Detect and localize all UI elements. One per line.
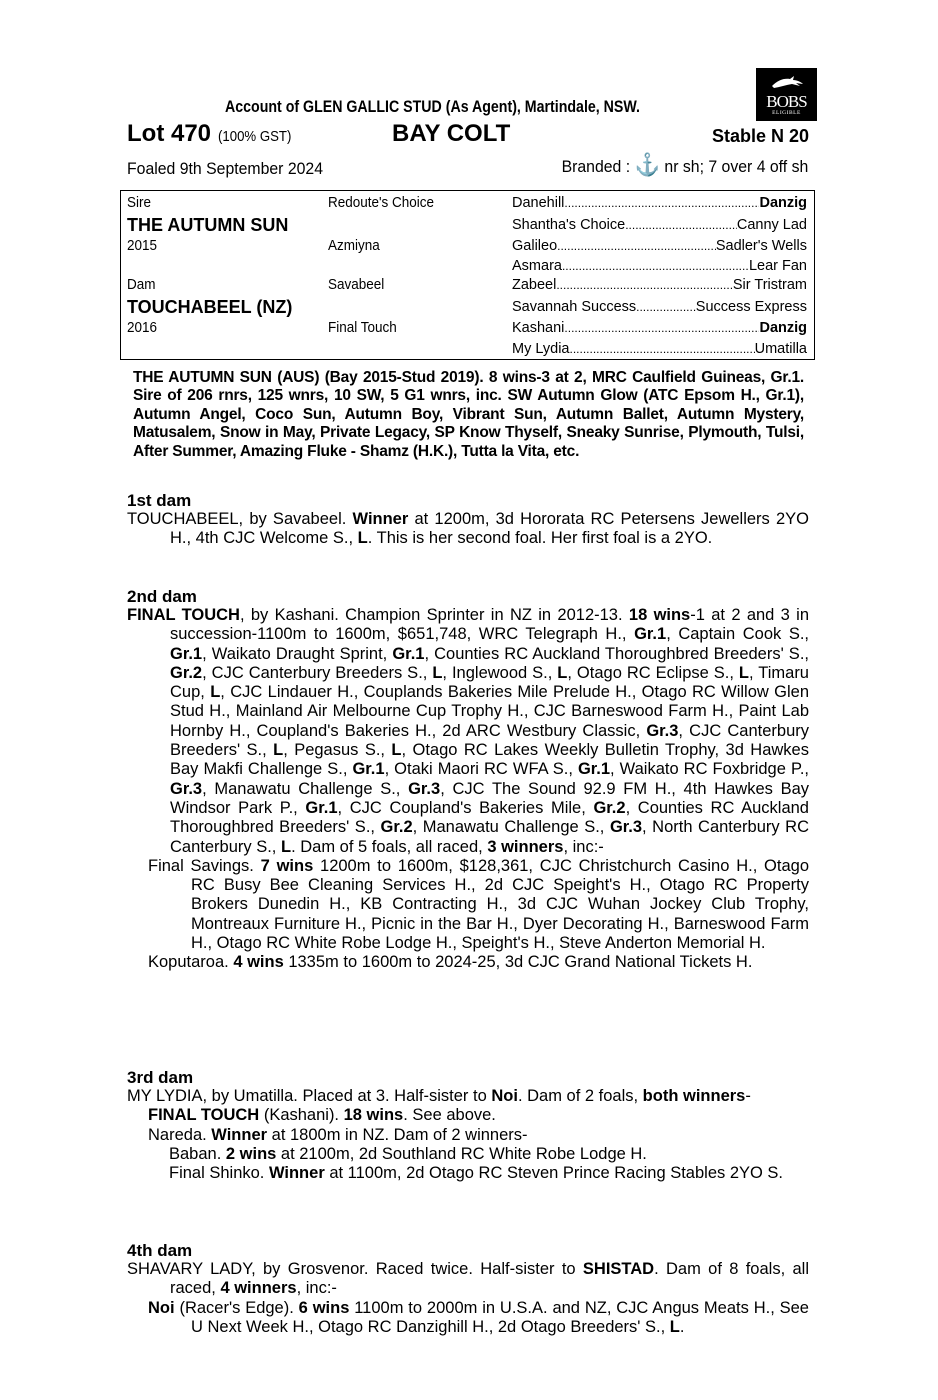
text: 1335m to 1600m to 2024-25, 3d CJC Grand National Tickets H. [283, 953, 753, 972]
bold-text: 7 wins [260, 856, 314, 875]
bold-text: Gr.3 [170, 779, 203, 798]
dam-entry [127, 1087, 809, 1106]
great-grandparent-row: Zabeel ..... Sir Tristram [512, 277, 807, 293]
text: , Waikato Draught Sprint, [202, 644, 393, 663]
logo-subtext: ELIGIBLE [772, 110, 801, 116]
bold-text: L [557, 663, 568, 682]
logo-text: BOBS [766, 92, 807, 111]
branded-label: Branded : [561, 157, 630, 176]
great-grandparent-row: My Lydia ..... Umatilla [512, 341, 807, 357]
sire-name: THE AUTUMN SUN [127, 215, 289, 235]
bold-text: 18 wins [628, 606, 691, 624]
bold-text: 3 winners [487, 837, 564, 856]
text: , inc:- [296, 1279, 337, 1298]
great-grandparent-row: Danehill ..... Danzig [512, 195, 807, 211]
bold-text: SHISTAD [582, 1260, 655, 1278]
text: , by Kashani. Champion Sprinter in NZ in 2012-13. [239, 606, 629, 624]
dam-entry [127, 1126, 809, 1145]
great-grandparent-row: Shantha's Choice ..... Canny Lad [512, 217, 807, 233]
text: Baban. [169, 1144, 226, 1163]
text: Final Shinko. [169, 1164, 269, 1183]
fourth-dam-section [127, 1241, 809, 1337]
text: , CJC Coupland's Bakeries Mile, [337, 798, 594, 817]
lot-header [127, 120, 809, 152]
bold-text: Gr.2 [380, 818, 413, 837]
bold-text: 4 wins [233, 953, 284, 972]
pedigree-table [120, 190, 815, 360]
bold-text: Winner [352, 510, 409, 528]
text: TOUCHABEEL, by Savabeel. [127, 510, 353, 528]
horse-sex-colour: BAY COLT [392, 120, 511, 147]
text: , CJC The Sound 92.9 FM H., 4th Hawkes Bay Windsor Park P., [170, 779, 809, 817]
text: , inc:- [563, 837, 604, 856]
sire-year: 2015 [127, 238, 158, 254]
lot-number [127, 120, 301, 148]
bold-text: Gr.3 [646, 721, 679, 740]
text: , CJC Lindauer H., Couplands Bakeries Mile Prelude H., Otago RC Willow Glen Stud H., Mainland Air Melbourne Cup Trophy H., CJC Barneswood Farm H., Paint Lab Hornby H., Coupland's Bakeries H., 2d ARC Westbury Classic, [170, 683, 809, 740]
branded-details: nr sh; 7 over 4 off sh [664, 157, 808, 176]
dam-label: Dam [127, 277, 156, 293]
text: at 2100m, 2d Southland RC White Robe Lodge H. [276, 1144, 647, 1163]
second-dam-section [127, 587, 809, 973]
bobs-eligible-logo [756, 68, 817, 121]
dam-entry [127, 1145, 809, 1164]
first-dam-section [127, 491, 809, 549]
dam-year: 2016 [127, 320, 158, 336]
anchor-brand-icon: ⚓ [634, 152, 660, 177]
dam-entry [127, 857, 809, 953]
bold-text: L [280, 837, 292, 856]
text: Koputaroa. [148, 953, 234, 972]
text: , Waikato RC Foxbridge P., [610, 760, 809, 779]
text: . [679, 1317, 685, 1336]
stable-location: Stable N 20 [711, 126, 809, 146]
text: (Kashani). [259, 1106, 344, 1125]
dam-entry [127, 953, 809, 972]
text: at 1200m, 3d Hororata RC Petersens Jewellers 2YO H., 4th CJC Welcome S., [170, 510, 809, 548]
bold-text: L [273, 741, 284, 760]
bold-text: Gr.1 [392, 644, 425, 663]
text: , Timaru Cup, [170, 663, 809, 702]
text: , North Canterbury RC Canterbury S., [170, 818, 810, 856]
grandsire-paternal: Redoute's Choice [328, 195, 435, 211]
text: SHAVARY LADY, by Grosvenor. Raced twice. Half-sister to [127, 1260, 583, 1278]
sire-label: Sire [127, 195, 151, 211]
text: at 1100m, 2d Otago RC Steven Prince Racing Stables 2YO S. [324, 1164, 784, 1183]
bold-text: Gr.2 [593, 798, 626, 817]
section-heading: 4th dam [127, 1241, 193, 1260]
bold-text: Gr.1 [634, 625, 667, 644]
text: , Manawatu Challenge S., [412, 818, 610, 837]
brand-info [561, 152, 808, 178]
bold-text: 2 wins [225, 1144, 277, 1163]
section-heading: 2nd dam [127, 587, 197, 606]
text: . Dam of 2 foals, [517, 1087, 643, 1105]
great-grandparent-row: Kashani ..... Danzig [512, 320, 807, 336]
bold-text: Gr.3 [609, 818, 643, 837]
grandsire-maternal: Savabeel [328, 277, 385, 293]
text: . This is her second foal. Her first foal is a 2YO. [367, 529, 713, 548]
horse-head-icon [770, 74, 804, 90]
text: -1 at 2 and 3 in succession-1100m to 1600m, $651,748, WRC Telegraph H., [170, 606, 810, 644]
text: , Otago RC Eclipse S., [567, 663, 739, 682]
bold-text: L [669, 1317, 680, 1336]
text: , CJC Canterbury Breeders' S., [170, 721, 809, 760]
lot-label: Lot 470 [127, 120, 212, 147]
great-grandparent-row: Savannah Success ..... Success Express [512, 299, 807, 315]
bold-text: FINAL TOUCH [127, 606, 240, 624]
text: . See above. [403, 1106, 496, 1125]
dam-entry [127, 1106, 809, 1125]
bold-text: L [738, 663, 750, 682]
text: , CJC Canterbury Breeders S., [202, 663, 433, 682]
dam-entry [127, 1260, 809, 1299]
text: , Otaki Maori RC WFA S., [384, 760, 578, 779]
great-grandparent-row: Galileo ..... Sadler's Wells [512, 238, 807, 254]
text: 1200m to 1600m, $128,361, CJC Christchurch Casino H., Otago RC Busy Bee Cleaning Services H., 2d CJC Speight's H., Otago RC Property Brokers Dunedin H., KB Contracting H., 3d CJC Wuhan Jockey Club Trophy, Montreaux Furniture H., Picnic in the Bar H., Dyer Decorating H., Barneswood Farm H., Otago RC White Robe Lodge H., Speight's H., Steve Anderton Memorial H. [191, 856, 810, 953]
dam-entry [127, 510, 809, 549]
bold-text: Winner [268, 1164, 325, 1183]
granddam-maternal: Final Touch [328, 320, 397, 336]
bold-text: Gr.1 [352, 760, 385, 779]
bold-text: 6 wins [298, 1298, 350, 1317]
bold-text: both winners [642, 1087, 746, 1105]
text: , Manawatu Challenge S., [202, 779, 409, 798]
text: , Counties RC Auckland Thoroughbred Breeders' S., [170, 798, 809, 837]
text: . Dam of 8 foals, all raced, [170, 1260, 809, 1298]
section-heading: 3rd dam [127, 1068, 194, 1087]
dam-entry [127, 1164, 809, 1183]
section-heading: 1st dam [127, 491, 192, 510]
dam-name: TOUCHABEEL (NZ) [127, 297, 293, 317]
bold-text: Gr.1 [577, 760, 611, 779]
bold-text: Gr.3 [408, 779, 441, 798]
sire-summary: THE AUTUMN SUN (AUS) (Bay 2015-Stud 2019). 8 wins-3 at 2, MRC Caulfield Guineas, Gr.1. Sire of 206 rnrs, 125 wnrs, 10 SW, 5 G1 wnrs, inc. SW Autumn Glow (ATC Epsom H., Gr.1), Autumn Angel, Coco Sun, Autumn Boy, Vibrant Sun, Autumn Ballet, Autumn Mystery, Matusalem, Snow in May, Private Legacy, SP Know Thyself, Sneaky Sunrise, Plymouth, Tulsi, After Summer, Amazing Fluke - Shamz (H.K.), Tutta la Vita, etc. [133, 369, 804, 460]
bold-text: Winner [211, 1125, 268, 1144]
bold-text: L [391, 741, 402, 760]
text: at 1800m in NZ. Dam of 2 winners- [267, 1125, 528, 1144]
bold-text: L [357, 529, 368, 548]
dam-entry [127, 1299, 809, 1338]
text: , Otago RC Lakes Weekly Bulletin Trophy, 3d Hawkes Bay Makfi Challenge S., [170, 741, 809, 779]
dam-entry [127, 606, 809, 857]
bold-text: Noi [491, 1087, 518, 1105]
text: - [745, 1087, 751, 1105]
text: , Captain Cook S., [666, 625, 809, 644]
granddam-paternal: Azmiyna [328, 238, 380, 254]
vendor-account: Account of GLEN GALLIC STUD (As Agent), Martindale, NSW. [225, 98, 640, 116]
foaled-date: Foaled 9th September 2024 [127, 159, 324, 178]
text: . Dam of 5 foals, all raced, [291, 837, 488, 856]
bold-text: Gr.1 [170, 644, 203, 663]
bold-text: 18 wins [343, 1106, 404, 1125]
gst-note: (100% GST) [217, 128, 292, 145]
third-dam-section [127, 1068, 809, 1183]
text: 1100m to 2000m in U.S.A. and NZ, CJC Angus Meats H., See U Next Week H., Otago RC Danzighill H., 2d Otago Breeders' S., [191, 1298, 809, 1336]
bold-text: L [210, 683, 221, 702]
bold-text: Gr.2 [170, 663, 203, 682]
text: Nareda. [148, 1125, 212, 1144]
bold-text: Noi [148, 1298, 175, 1317]
great-grandparent-row: Asmara ..... Lear Fan [512, 258, 807, 274]
bold-text: Gr.1 [305, 798, 338, 817]
bold-text: L [432, 663, 443, 682]
text: , Inglewood S., [442, 663, 558, 682]
text: MY LYDIA, by Umatilla. Placed at 3. Half-sister to [127, 1087, 492, 1105]
text: , Counties RC Auckland Thoroughbred Breeders' S., [424, 644, 809, 663]
bold-text: FINAL TOUCH [148, 1106, 260, 1125]
bold-text: 4 winners [220, 1279, 297, 1298]
text: , Pegasus S., [283, 741, 392, 760]
text: (Racer's Edge). [174, 1298, 299, 1317]
text: Final Savings. [148, 856, 261, 875]
